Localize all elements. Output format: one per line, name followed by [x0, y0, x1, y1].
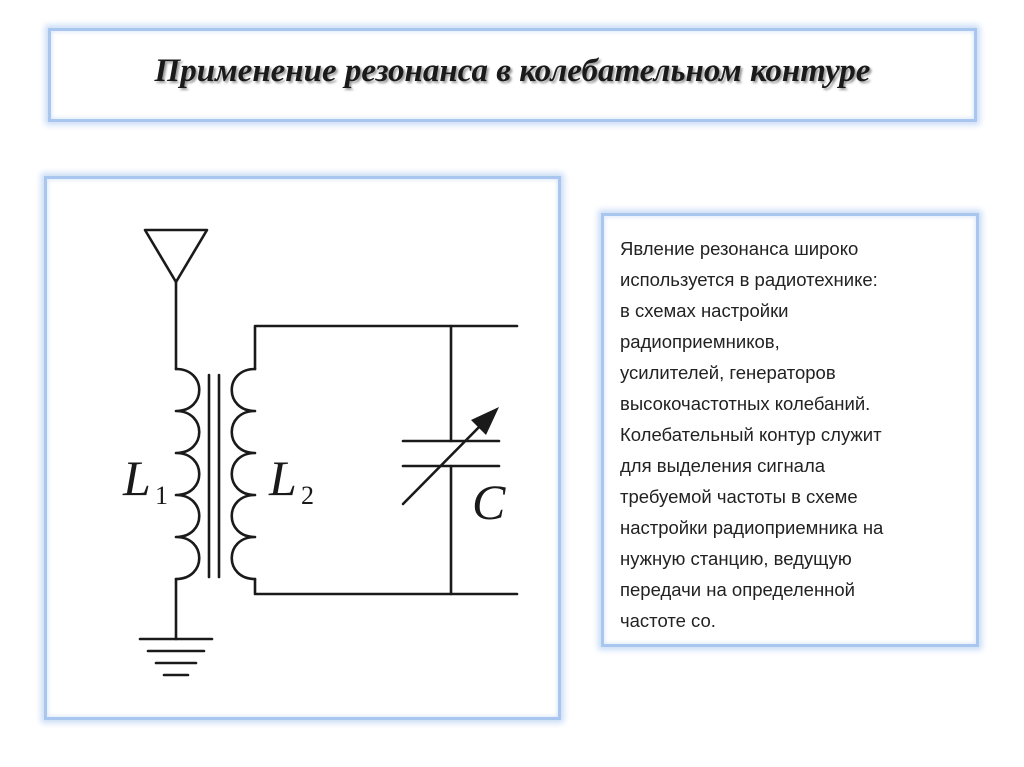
antenna-symbol [145, 230, 207, 282]
caption-line: требуемой частоты в схеме [620, 486, 858, 507]
l1-label: L [123, 450, 151, 506]
title-frame [48, 28, 977, 122]
caption-line: для выделения сигнала [620, 455, 826, 476]
caption-frame [601, 213, 979, 647]
caption-line: в схемах настройки [620, 300, 789, 321]
caption-line: Колебательный контур служит [620, 424, 882, 445]
l2-label: L [269, 450, 297, 506]
caption-line: используется в радиотехнике: [620, 269, 878, 290]
caption-line: нужную станцию, ведущую [620, 548, 852, 569]
slide-title: Применение резонанса в колебательном контуре [154, 53, 871, 89]
caption-line: усилителей, генераторов [620, 362, 836, 383]
caption-line: радиоприемников, [620, 331, 780, 352]
circuit-diagram-frame [44, 176, 561, 720]
caption-line: частоте со. [620, 610, 716, 631]
c-label: C [472, 474, 506, 530]
primary-coil [176, 369, 199, 579]
caption-line: Явление резонанса широко [620, 238, 859, 259]
l1-subscript: 1 [155, 481, 168, 510]
caption-text [620, 233, 970, 636]
secondary-coil [232, 369, 255, 579]
caption-line: высокочастотных колебаний. [620, 393, 871, 414]
circuit-diagram [47, 179, 558, 717]
caption-line: передачи на определенной [620, 579, 855, 600]
caption-line: настройки радиоприемника на [620, 517, 884, 538]
l2-subscript: 2 [301, 481, 314, 510]
